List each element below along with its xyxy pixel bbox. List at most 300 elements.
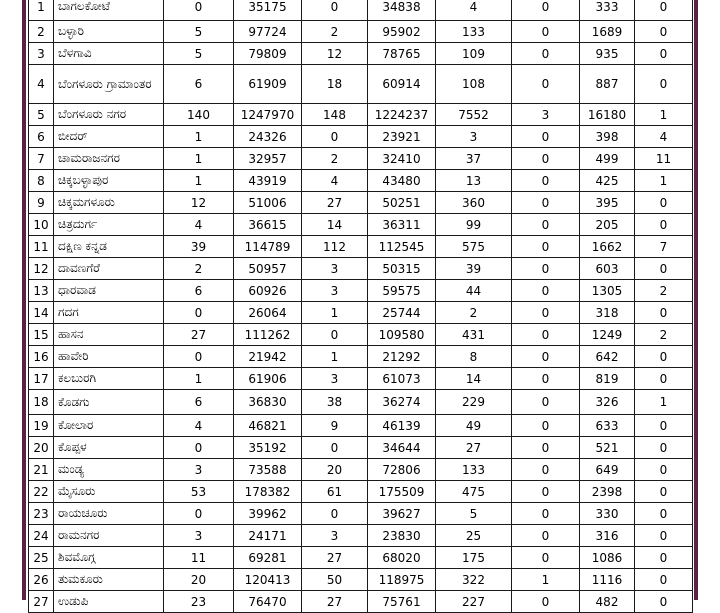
serial-number-cell: 9 xyxy=(29,192,54,214)
table-row xyxy=(29,236,693,258)
cell-col-8: 0 xyxy=(512,415,580,437)
cell-col-9: 887 xyxy=(580,65,635,104)
cell-col-5: 3 xyxy=(302,525,368,547)
cell-col-3: 6 xyxy=(164,390,234,415)
cell-col-6: 34644 xyxy=(368,437,436,459)
cell-col-7: 229 xyxy=(436,390,512,415)
cell-col-7: 37 xyxy=(436,148,512,170)
cell-col-10: 0 xyxy=(635,481,693,503)
cell-col-4: 35192 xyxy=(234,437,302,459)
cell-col-8: 0 xyxy=(512,591,580,613)
cell-col-8: 0 xyxy=(512,43,580,65)
cell-col-7: 108 xyxy=(436,65,512,104)
cell-col-9: 499 xyxy=(580,148,635,170)
cell-col-10: 2 xyxy=(635,280,693,302)
cell-col-4: 21942 xyxy=(234,346,302,368)
cell-col-8: 0 xyxy=(512,346,580,368)
cell-col-10: 2 xyxy=(635,324,693,346)
cell-col-3: 3 xyxy=(164,525,234,547)
cell-col-6: 60914 xyxy=(368,65,436,104)
district-data-table xyxy=(28,0,693,613)
cell-col-10: 0 xyxy=(635,43,693,65)
cell-col-7: 133 xyxy=(436,459,512,481)
cell-col-9: 819 xyxy=(580,368,635,390)
cell-col-8: 3 xyxy=(512,104,580,126)
cell-col-4: 61909 xyxy=(234,65,302,104)
cell-col-6: 39627 xyxy=(368,503,436,525)
serial-number-cell: 19 xyxy=(29,415,54,437)
table-row xyxy=(29,21,693,43)
cell-col-5: 38 xyxy=(302,390,368,415)
cell-col-9: 330 xyxy=(580,503,635,525)
cell-col-8: 0 xyxy=(512,0,580,21)
cell-col-4: 114789 xyxy=(234,236,302,258)
table-row xyxy=(29,481,693,503)
cell-col-5: 0 xyxy=(302,503,368,525)
district-name-cell: ಕಲಬುರಗಿ xyxy=(54,368,164,390)
cell-col-10: 0 xyxy=(635,0,693,21)
cell-col-9: 316 xyxy=(580,525,635,547)
cell-col-10: 1 xyxy=(635,390,693,415)
cell-col-7: 575 xyxy=(436,236,512,258)
cell-col-7: 2 xyxy=(436,302,512,324)
cell-col-8: 0 xyxy=(512,302,580,324)
cell-col-5: 2 xyxy=(302,148,368,170)
cell-col-6: 43480 xyxy=(368,170,436,192)
cell-col-3: 53 xyxy=(164,481,234,503)
serial-number-cell: 6 xyxy=(29,126,54,148)
cell-col-5: 0 xyxy=(302,437,368,459)
cell-col-6: 109580 xyxy=(368,324,436,346)
cell-col-8: 0 xyxy=(512,437,580,459)
serial-number-cell: 27 xyxy=(29,591,54,613)
serial-number-cell: 17 xyxy=(29,368,54,390)
serial-number-cell: 18 xyxy=(29,390,54,415)
serial-number-cell: 10 xyxy=(29,214,54,236)
page-border-right xyxy=(694,0,698,600)
cell-col-6: 118975 xyxy=(368,569,436,591)
cell-col-10: 0 xyxy=(635,547,693,569)
cell-col-9: 1305 xyxy=(580,280,635,302)
cell-col-3: 4 xyxy=(164,415,234,437)
cell-col-10: 0 xyxy=(635,346,693,368)
cell-col-4: 69281 xyxy=(234,547,302,569)
cell-col-6: 21292 xyxy=(368,346,436,368)
cell-col-8: 0 xyxy=(512,525,580,547)
cell-col-9: 1662 xyxy=(580,236,635,258)
cell-col-5: 0 xyxy=(302,0,368,21)
cell-col-6: 68020 xyxy=(368,547,436,569)
serial-number-cell: 26 xyxy=(29,569,54,591)
table-row xyxy=(29,214,693,236)
district-name-cell: ಶಿವಮೊಗ್ಗ xyxy=(54,547,164,569)
cell-col-3: 3 xyxy=(164,459,234,481)
cell-col-4: 51006 xyxy=(234,192,302,214)
table-row xyxy=(29,43,693,65)
district-name-cell: ಚಾಮರಾಜನಗರ xyxy=(54,148,164,170)
cell-col-7: 5 xyxy=(436,503,512,525)
district-name-cell: ಕೋಲಾರ xyxy=(54,415,164,437)
cell-col-9: 521 xyxy=(580,437,635,459)
cell-col-9: 425 xyxy=(580,170,635,192)
cell-col-6: 95902 xyxy=(368,21,436,43)
cell-col-8: 0 xyxy=(512,65,580,104)
cell-col-4: 120413 xyxy=(234,569,302,591)
cell-col-4: 43919 xyxy=(234,170,302,192)
district-name-cell: ಬೆಳಗಾವಿ xyxy=(54,43,164,65)
cell-col-6: 175509 xyxy=(368,481,436,503)
cell-col-6: 78765 xyxy=(368,43,436,65)
cell-col-7: 322 xyxy=(436,569,512,591)
cell-col-3: 27 xyxy=(164,324,234,346)
district-name-cell: ಚಿಕ್ಕಬಳ್ಳಾಪುರ xyxy=(54,170,164,192)
cell-col-3: 1 xyxy=(164,148,234,170)
cell-col-5: 27 xyxy=(302,591,368,613)
table-row xyxy=(29,192,693,214)
serial-number-cell: 14 xyxy=(29,302,54,324)
cell-col-8: 1 xyxy=(512,569,580,591)
cell-col-7: 25 xyxy=(436,525,512,547)
cell-col-5: 50 xyxy=(302,569,368,591)
district-name-cell: ಉಡುಪಿ xyxy=(54,591,164,613)
cell-col-7: 3 xyxy=(436,126,512,148)
cell-col-8: 0 xyxy=(512,148,580,170)
cell-col-6: 50315 xyxy=(368,258,436,280)
cell-col-4: 32957 xyxy=(234,148,302,170)
table-row xyxy=(29,148,693,170)
district-name-cell: ಕೊಪ್ಪಳ xyxy=(54,437,164,459)
cell-col-8: 0 xyxy=(512,170,580,192)
cell-col-4: 79809 xyxy=(234,43,302,65)
cell-col-5: 2 xyxy=(302,21,368,43)
cell-col-9: 1086 xyxy=(580,547,635,569)
serial-number-cell: 4 xyxy=(29,65,54,104)
cell-col-7: 27 xyxy=(436,437,512,459)
district-name-cell: ಹಾಸನ xyxy=(54,324,164,346)
cell-col-3: 0 xyxy=(164,0,234,21)
serial-number-cell: 5 xyxy=(29,104,54,126)
cell-col-5: 12 xyxy=(302,43,368,65)
serial-number-cell: 1 xyxy=(29,0,54,21)
district-name-cell: ಬೀದರ್ xyxy=(54,126,164,148)
cell-col-10: 0 xyxy=(635,415,693,437)
cell-col-5: 18 xyxy=(302,65,368,104)
cell-col-3: 39 xyxy=(164,236,234,258)
cell-col-8: 0 xyxy=(512,214,580,236)
table-row xyxy=(29,280,693,302)
cell-col-3: 4 xyxy=(164,214,234,236)
cell-col-4: 26064 xyxy=(234,302,302,324)
cell-col-4: 1247970 xyxy=(234,104,302,126)
cell-col-5: 3 xyxy=(302,368,368,390)
page-border-left xyxy=(22,0,26,600)
cell-col-10: 1 xyxy=(635,170,693,192)
cell-col-10: 7 xyxy=(635,236,693,258)
cell-col-4: 76470 xyxy=(234,591,302,613)
cell-col-6: 50251 xyxy=(368,192,436,214)
cell-col-3: 0 xyxy=(164,346,234,368)
cell-col-3: 1 xyxy=(164,170,234,192)
district-name-cell: ಬಳ್ಳಾರಿ xyxy=(54,21,164,43)
cell-col-4: 24171 xyxy=(234,525,302,547)
cell-col-3: 12 xyxy=(164,192,234,214)
district-name-cell: ಬಾಗಲಕೋಟೆ xyxy=(54,0,164,21)
table-row xyxy=(29,503,693,525)
cell-col-7: 14 xyxy=(436,368,512,390)
table-row xyxy=(29,258,693,280)
cell-col-10: 1 xyxy=(635,104,693,126)
cell-col-7: 8 xyxy=(436,346,512,368)
cell-col-3: 5 xyxy=(164,21,234,43)
district-name-cell: ಹಾವೇರಿ xyxy=(54,346,164,368)
cell-col-8: 0 xyxy=(512,459,580,481)
cell-col-7: 49 xyxy=(436,415,512,437)
cell-col-7: 4 xyxy=(436,0,512,21)
district-name-cell: ರಾಮನಗರ xyxy=(54,525,164,547)
cell-col-3: 1 xyxy=(164,368,234,390)
cell-col-4: 36615 xyxy=(234,214,302,236)
cell-col-6: 75761 xyxy=(368,591,436,613)
cell-col-6: 36311 xyxy=(368,214,436,236)
cell-col-5: 20 xyxy=(302,459,368,481)
cell-col-6: 34838 xyxy=(368,0,436,21)
table-row xyxy=(29,569,693,591)
cell-col-4: 178382 xyxy=(234,481,302,503)
cell-col-8: 0 xyxy=(512,368,580,390)
cell-col-10: 0 xyxy=(635,503,693,525)
cell-col-7: 475 xyxy=(436,481,512,503)
serial-number-cell: 2 xyxy=(29,21,54,43)
cell-col-9: 603 xyxy=(580,258,635,280)
serial-number-cell: 20 xyxy=(29,437,54,459)
cell-col-6: 72806 xyxy=(368,459,436,481)
cell-col-10: 0 xyxy=(635,214,693,236)
cell-col-9: 633 xyxy=(580,415,635,437)
cell-col-5: 1 xyxy=(302,302,368,324)
cell-col-4: 46821 xyxy=(234,415,302,437)
cell-col-5: 14 xyxy=(302,214,368,236)
cell-col-4: 97724 xyxy=(234,21,302,43)
district-name-cell: ಮೈಸೂರು xyxy=(54,481,164,503)
table-row xyxy=(29,525,693,547)
table-row xyxy=(29,126,693,148)
district-name-cell: ಬೆಂಗಳೂರು ನಗರ xyxy=(54,104,164,126)
cell-col-8: 0 xyxy=(512,280,580,302)
cell-col-9: 326 xyxy=(580,390,635,415)
cell-col-8: 0 xyxy=(512,236,580,258)
district-name-cell: ಮಂಡ್ಯ xyxy=(54,459,164,481)
table-row xyxy=(29,459,693,481)
cell-col-4: 24326 xyxy=(234,126,302,148)
cell-col-5: 1 xyxy=(302,346,368,368)
table-row xyxy=(29,170,693,192)
serial-number-cell: 15 xyxy=(29,324,54,346)
serial-number-cell: 7 xyxy=(29,148,54,170)
cell-col-5: 0 xyxy=(302,126,368,148)
district-name-cell: ಕೊಡಗು xyxy=(54,390,164,415)
cell-col-8: 0 xyxy=(512,21,580,43)
table-row xyxy=(29,591,693,613)
serial-number-cell: 24 xyxy=(29,525,54,547)
table-row xyxy=(29,324,693,346)
cell-col-3: 0 xyxy=(164,437,234,459)
cell-col-4: 39962 xyxy=(234,503,302,525)
cell-col-3: 6 xyxy=(164,280,234,302)
serial-number-cell: 3 xyxy=(29,43,54,65)
table-row xyxy=(29,302,693,324)
serial-number-cell: 23 xyxy=(29,503,54,525)
cell-col-5: 0 xyxy=(302,324,368,346)
cell-col-5: 4 xyxy=(302,170,368,192)
cell-col-9: 398 xyxy=(580,126,635,148)
cell-col-8: 0 xyxy=(512,126,580,148)
district-name-cell: ದಕ್ಷಿಣ ಕನ್ನಡ xyxy=(54,236,164,258)
cell-col-10: 0 xyxy=(635,65,693,104)
cell-col-7: 44 xyxy=(436,280,512,302)
cell-col-7: 99 xyxy=(436,214,512,236)
table-row xyxy=(29,346,693,368)
cell-col-9: 642 xyxy=(580,346,635,368)
cell-col-10: 0 xyxy=(635,192,693,214)
cell-col-8: 0 xyxy=(512,390,580,415)
table-row xyxy=(29,0,693,21)
cell-col-3: 1 xyxy=(164,126,234,148)
cell-col-4: 50957 xyxy=(234,258,302,280)
cell-col-10: 0 xyxy=(635,302,693,324)
cell-col-9: 205 xyxy=(580,214,635,236)
cell-col-4: 36830 xyxy=(234,390,302,415)
serial-number-cell: 25 xyxy=(29,547,54,569)
serial-number-cell: 22 xyxy=(29,481,54,503)
cell-col-9: 395 xyxy=(580,192,635,214)
cell-col-4: 61906 xyxy=(234,368,302,390)
table-row xyxy=(29,415,693,437)
cell-col-10: 0 xyxy=(635,368,693,390)
district-name-cell: ಚಿಕ್ಕಮಗಳೂರು xyxy=(54,192,164,214)
cell-col-7: 39 xyxy=(436,258,512,280)
cell-col-6: 36274 xyxy=(368,390,436,415)
cell-col-8: 0 xyxy=(512,324,580,346)
serial-number-cell: 11 xyxy=(29,236,54,258)
cell-col-5: 27 xyxy=(302,192,368,214)
cell-col-10: 0 xyxy=(635,569,693,591)
cell-col-8: 0 xyxy=(512,192,580,214)
cell-col-10: 0 xyxy=(635,21,693,43)
cell-col-6: 61073 xyxy=(368,368,436,390)
cell-col-7: 7552 xyxy=(436,104,512,126)
cell-col-5: 61 xyxy=(302,481,368,503)
cell-col-4: 35175 xyxy=(234,0,302,21)
cell-col-5: 112 xyxy=(302,236,368,258)
cell-col-3: 11 xyxy=(164,547,234,569)
cell-col-9: 1249 xyxy=(580,324,635,346)
cell-col-3: 20 xyxy=(164,569,234,591)
cell-col-10: 0 xyxy=(635,525,693,547)
district-name-cell: ಧಾರವಾಡ xyxy=(54,280,164,302)
serial-number-cell: 12 xyxy=(29,258,54,280)
cell-col-6: 46139 xyxy=(368,415,436,437)
cell-col-7: 13 xyxy=(436,170,512,192)
table-row xyxy=(29,368,693,390)
cell-col-8: 0 xyxy=(512,503,580,525)
cell-col-9: 482 xyxy=(580,591,635,613)
cell-col-6: 1224237 xyxy=(368,104,436,126)
cell-col-6: 32410 xyxy=(368,148,436,170)
cell-col-7: 133 xyxy=(436,21,512,43)
district-name-cell: ಚಿತ್ರದುರ್ಗ xyxy=(54,214,164,236)
cell-col-7: 109 xyxy=(436,43,512,65)
cell-col-6: 23830 xyxy=(368,525,436,547)
cell-col-10: 0 xyxy=(635,459,693,481)
cell-col-7: 227 xyxy=(436,591,512,613)
table-row xyxy=(29,437,693,459)
cell-col-5: 3 xyxy=(302,280,368,302)
cell-col-3: 0 xyxy=(164,503,234,525)
cell-col-6: 25744 xyxy=(368,302,436,324)
district-name-cell: ದಾವಣಗೆರೆ xyxy=(54,258,164,280)
district-name-cell: ಬೆಂಗಳೂರು ಗ್ರಾಮಾಂತರ xyxy=(54,65,164,104)
table-body xyxy=(29,0,693,613)
cell-col-8: 0 xyxy=(512,481,580,503)
cell-col-8: 0 xyxy=(512,258,580,280)
cell-col-9: 935 xyxy=(580,43,635,65)
cell-col-3: 6 xyxy=(164,65,234,104)
cell-col-5: 9 xyxy=(302,415,368,437)
cell-col-9: 649 xyxy=(580,459,635,481)
cell-col-5: 27 xyxy=(302,547,368,569)
cell-col-6: 112545 xyxy=(368,236,436,258)
table-row xyxy=(29,104,693,126)
cell-col-6: 59575 xyxy=(368,280,436,302)
cell-col-8: 0 xyxy=(512,547,580,569)
cell-col-7: 360 xyxy=(436,192,512,214)
serial-number-cell: 13 xyxy=(29,280,54,302)
cell-col-9: 333 xyxy=(580,0,635,21)
cell-col-3: 2 xyxy=(164,258,234,280)
cell-col-7: 175 xyxy=(436,547,512,569)
serial-number-cell: 8 xyxy=(29,170,54,192)
serial-number-cell: 16 xyxy=(29,346,54,368)
cell-col-7: 431 xyxy=(436,324,512,346)
cell-col-9: 16180 xyxy=(580,104,635,126)
cell-col-4: 60926 xyxy=(234,280,302,302)
cell-col-9: 1689 xyxy=(580,21,635,43)
table-row xyxy=(29,547,693,569)
cell-col-4: 73588 xyxy=(234,459,302,481)
cell-col-10: 0 xyxy=(635,258,693,280)
cell-col-6: 23921 xyxy=(368,126,436,148)
district-name-cell: ತುಮಕೂರು xyxy=(54,569,164,591)
cell-col-10: 11 xyxy=(635,148,693,170)
table-row xyxy=(29,390,693,415)
cell-col-10: 0 xyxy=(635,591,693,613)
cell-col-10: 4 xyxy=(635,126,693,148)
cell-col-9: 2398 xyxy=(580,481,635,503)
cell-col-3: 0 xyxy=(164,302,234,324)
district-name-cell: ಗದಗ xyxy=(54,302,164,324)
cell-col-3: 23 xyxy=(164,591,234,613)
cell-col-5: 3 xyxy=(302,258,368,280)
cell-col-10: 0 xyxy=(635,437,693,459)
cell-col-9: 318 xyxy=(580,302,635,324)
cell-col-3: 140 xyxy=(164,104,234,126)
cell-col-9: 1116 xyxy=(580,569,635,591)
district-name-cell: ರಾಯಚೂರು xyxy=(54,503,164,525)
cell-col-5: 148 xyxy=(302,104,368,126)
serial-number-cell: 21 xyxy=(29,459,54,481)
cell-col-4: 111262 xyxy=(234,324,302,346)
cell-col-3: 5 xyxy=(164,43,234,65)
